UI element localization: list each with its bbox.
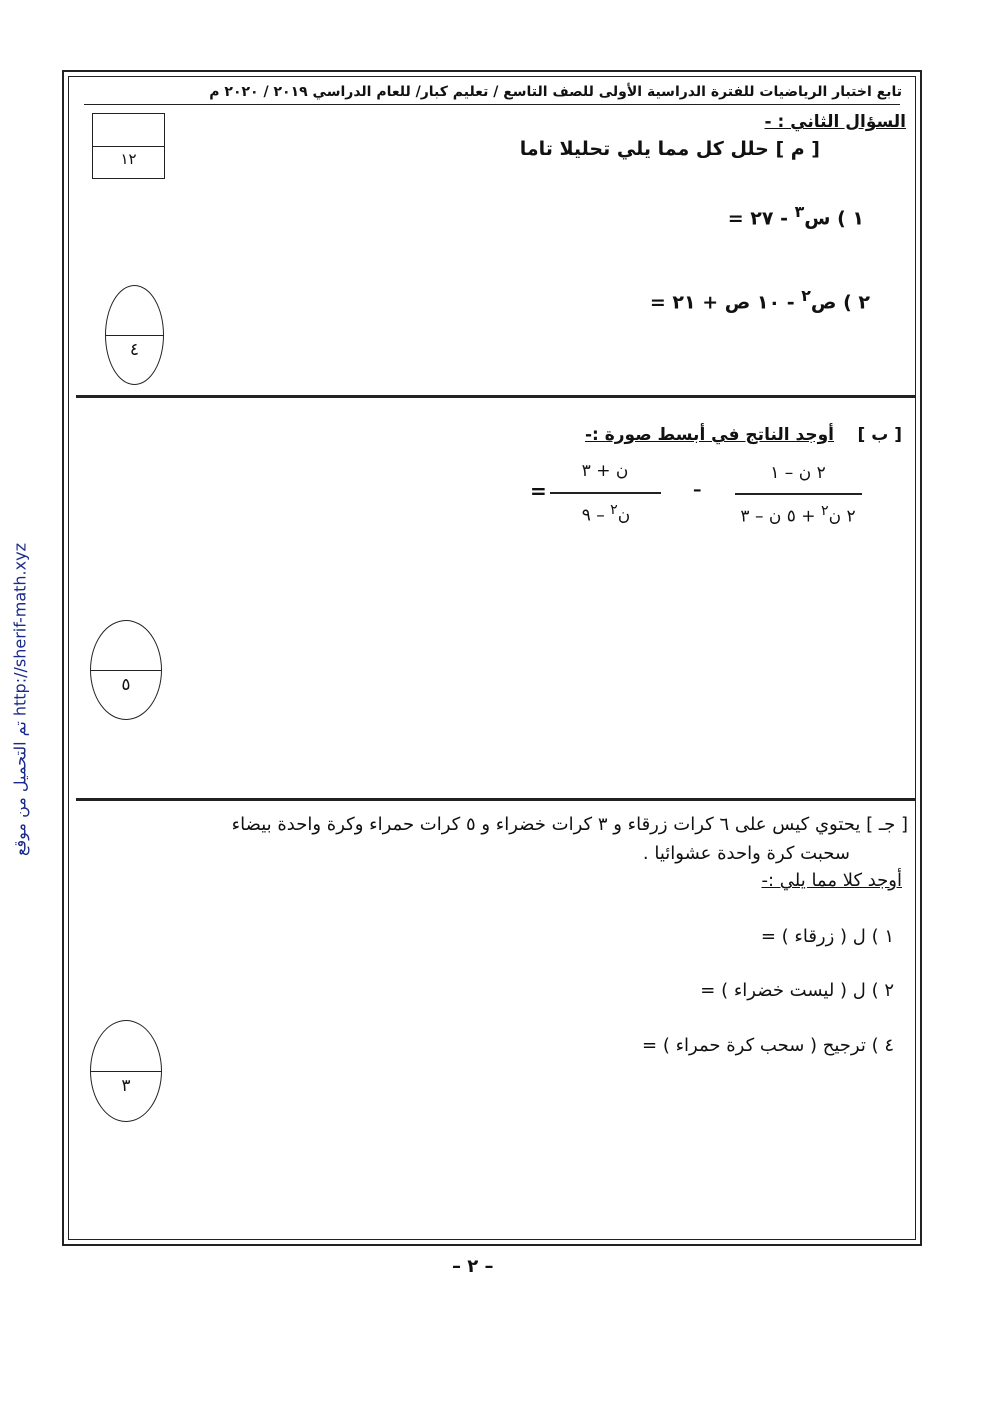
frac2-line <box>550 492 661 494</box>
part-b-title: أوجد الناتج في أبسط صورة :- <box>584 425 834 445</box>
part-c-line2: سحبت كرة واحدة عشوائيا . <box>642 843 850 864</box>
total-score-value: ١٢ <box>120 150 137 168</box>
part-c-score: ٣ <box>121 1076 131 1096</box>
part-b-label: [ ب ] <box>857 425 902 445</box>
part-a-label: [ م ] حلل كل مما يلي تحليلا تاما <box>519 138 820 160</box>
section-divider-2 <box>76 798 916 801</box>
part-c-score-oval <box>90 1020 162 1122</box>
frac1-denominator: ٢ ن$^٢$ + ٥ ن – ٣ <box>740 503 856 527</box>
oval-divider <box>106 335 163 336</box>
question-title: السؤال الثاني : - <box>764 112 906 132</box>
part-b-score: ٥ <box>121 674 131 695</box>
page-number: – ٢ – <box>452 1256 494 1277</box>
oval-divider <box>91 1071 161 1072</box>
minus-sign: – <box>693 480 702 500</box>
frac2-denominator: ن$^٢$ – ٩ <box>581 502 631 526</box>
part-c-item-3: ٤ ) ترجيح ( سحب كرة حمراء ) = <box>642 1035 894 1056</box>
header-divider <box>84 104 900 105</box>
score-box-divider <box>93 146 164 147</box>
section-divider-1 <box>76 395 916 398</box>
part-c-item-2: ٢ ) ل ( ليست خضراء ) = <box>700 980 894 1001</box>
frac2-numerator: ن + ٣ <box>581 461 629 481</box>
part-b-score-oval <box>90 620 162 720</box>
part-a-score-oval <box>105 285 164 385</box>
part-c-line1: [ جـ ] يحتوي كيس على ٦ كرات زرقاء و ٣ كرات خضراء و ٥ كرات حمراء وكرة واحدة بيضاء <box>231 814 908 835</box>
oval-divider <box>91 670 161 671</box>
total-score-box <box>92 113 165 179</box>
frac1-numerator: ٢ ن – ١ <box>770 463 826 483</box>
part-a-item-2: ٢ ) ص$^٢$ - ١٠ ص + ٢١ = <box>649 286 870 314</box>
frac1-line <box>735 493 862 495</box>
exam-header: تابع اختبار الرياضيات للفترة الدراسية الأولى للصف التاسع / تعليم كبار/ للعام الدراسي ٢٠١٩ / ٢٠٢٠ م <box>209 84 902 100</box>
part-c-find: أوجد كلا مما يلي :- <box>761 870 902 891</box>
download-source-note: تم التحميل من موقع http://sherif-math.xyz <box>10 543 30 856</box>
equals-sign: = <box>530 479 547 503</box>
part-a-item-1: ١ ) س$^٣$ - ٢٧ = <box>727 202 864 230</box>
page-frame-inner <box>68 76 916 1240</box>
part-a-score: ٤ <box>129 339 140 360</box>
part-c-item-1: ١ ) ل ( زرقاء ) = <box>760 926 894 947</box>
